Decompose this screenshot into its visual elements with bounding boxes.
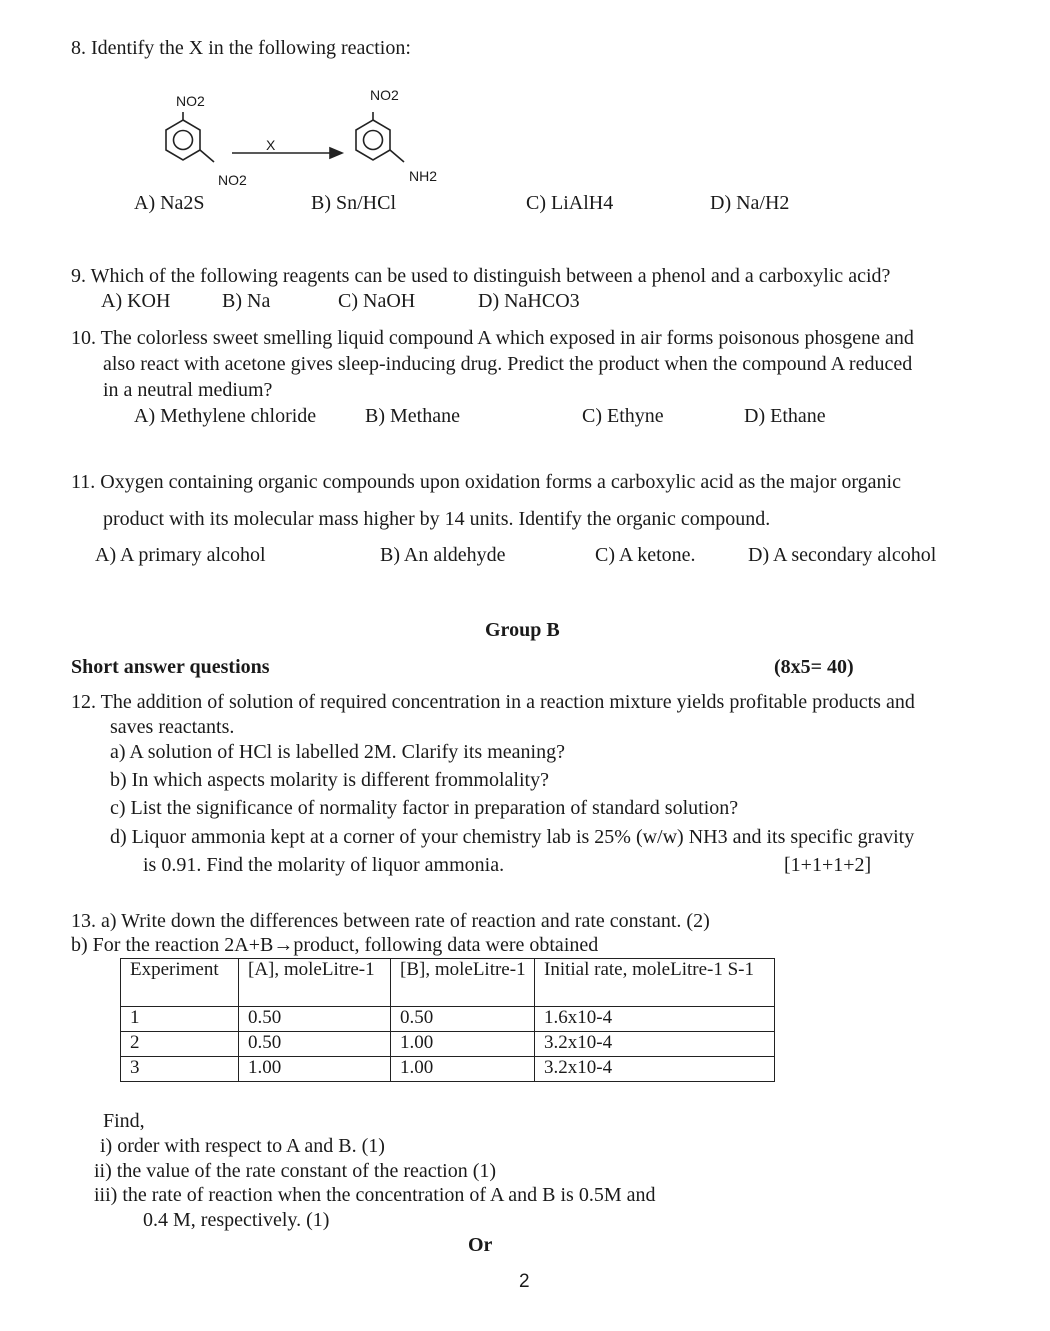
benzene-ring-reactant	[166, 112, 214, 162]
q12-part-a: a) A solution of HCl is labelled 2M. Clarify its meaning?	[110, 741, 565, 763]
table-row	[121, 1007, 775, 1032]
page-number: 2	[519, 1271, 530, 1292]
q12-part-b: b) In which aspects molarity is different frommolality?	[110, 769, 549, 791]
table-cell: 1	[121, 1007, 239, 1032]
reactant-top-group: NO2	[176, 93, 205, 109]
section-marks: (8x5= 40)	[774, 656, 854, 678]
q8-option-d: D) Na/H2	[710, 192, 790, 214]
q13-part-i: i) order with respect to A and B. (1)	[100, 1135, 385, 1157]
q13-part-iii-line-1: iii) the rate of reaction when the concentration of A and B is 0.5M and	[94, 1184, 656, 1206]
q10-line-2: also react with acetone gives sleep-inducing drug. Predict the product when the compound A reduced	[103, 353, 913, 375]
q10-option-d: D) Ethane	[744, 405, 826, 427]
rate-data-table	[120, 958, 775, 1082]
q12-line-2: saves reactants.	[110, 716, 235, 738]
table-cell: 1.00	[239, 1057, 391, 1082]
q11-line-1: 11. Oxygen containing organic compounds upon oxidation forms a carboxylic acid as the major organic	[71, 471, 901, 493]
table-cell: 3.2x10-4	[535, 1032, 775, 1057]
table-header-row	[121, 959, 775, 1007]
table-cell: 1.00	[391, 1057, 535, 1082]
q12-part-c: c) List the significance of normality factor in preparation of standard solution?	[110, 797, 739, 819]
reagent-label: X	[266, 137, 276, 153]
product-top-group: NO2	[370, 87, 399, 103]
table-cell: 1.00	[391, 1032, 535, 1057]
table-row	[121, 1032, 775, 1057]
q10-option-c: C) Ethyne	[582, 405, 664, 427]
q13-part-ii: ii) the value of the rate constant of the reaction (1)	[94, 1160, 497, 1182]
q9-option-a: A) KOH	[101, 290, 171, 312]
table-cell: 3	[121, 1057, 239, 1082]
q10-line-3: in a neutral medium?	[103, 379, 273, 401]
header-concentration-b: [B], moleLitre-1	[391, 959, 535, 1007]
q8-option-b: B) Sn/HCl	[311, 192, 397, 214]
header-initial-rate: Initial rate, moleLitre-1 S-1	[535, 959, 775, 1007]
q10-line-1: 10. The colorless sweet smelling liquid compound A which exposed in air forms poisonous phosgene and	[71, 327, 914, 349]
reaction-arrow	[232, 148, 342, 158]
q11-option-b: B) An aldehyde	[380, 544, 506, 566]
q9-question: 9. Which of the following reagents can be used to distinguish between a phenol and a carboxylic acid?	[71, 265, 891, 287]
table-cell: 2	[121, 1032, 239, 1057]
section-heading: Short answer questions	[71, 656, 270, 678]
q9-option-d: D) NaHCO3	[478, 290, 580, 312]
q8-option-c: C) LiAlH4	[526, 192, 614, 214]
table-cell: 0.50	[239, 1032, 391, 1057]
q11-option-c: C) A ketone.	[595, 544, 696, 566]
q12-marks: [1+1+1+2]	[784, 854, 872, 876]
reactant-bottom-group: NO2	[218, 172, 247, 188]
q8-question: 8. Identify the X in the following reaction:	[71, 37, 411, 59]
q12-line-1: 12. The addition of solution of required concentration in a reaction mixture yields profitable products and	[71, 691, 915, 713]
group-b-title: Group B	[485, 619, 560, 641]
q12-part-d-line-2: is 0.91. Find the molarity of liquor ammonia.	[143, 854, 505, 876]
or-separator: Or	[468, 1234, 493, 1256]
q12-part-d-line-1: d) Liquor ammonia kept at a corner of your chemistry lab is 25% (w/w) NH3 and its specific gravity	[110, 826, 915, 848]
header-concentration-a: [A], moleLitre-1	[239, 959, 391, 1007]
q10-option-a: A) Methylene chloride	[134, 405, 317, 427]
q13-find: Find,	[103, 1110, 145, 1132]
table-cell: 0.50	[391, 1007, 535, 1032]
q9-option-b: B) Na	[222, 290, 271, 312]
benzene-ring-product	[356, 112, 404, 162]
q8-option-a: A) Na2S	[134, 192, 205, 214]
q11-option-a: A) A primary alcohol	[95, 544, 266, 566]
q13-part-iii-line-2: 0.4 M, respectively. (1)	[143, 1209, 330, 1231]
header-experiment: Experiment	[121, 959, 239, 1007]
table-cell: 3.2x10-4	[535, 1057, 775, 1082]
q13-part-b: b) For the reaction 2A+B→product, following data were obtained	[71, 934, 599, 956]
q13-part-a: 13. a) Write down the differences between rate of reaction and rate constant. (2)	[71, 910, 710, 932]
table-row	[121, 1057, 775, 1082]
q9-option-c: C) NaOH	[338, 290, 416, 312]
reaction-scheme	[150, 112, 450, 182]
q11-option-d: D) A secondary alcohol	[748, 544, 937, 566]
table-cell: 0.50	[239, 1007, 391, 1032]
q11-line-2: product with its molecular mass higher by 14 units. Identify the organic compound.	[103, 508, 771, 530]
table-cell: 1.6x10-4	[535, 1007, 775, 1032]
product-bottom-group: NH2	[409, 168, 438, 184]
q10-option-b: B) Methane	[365, 405, 460, 427]
